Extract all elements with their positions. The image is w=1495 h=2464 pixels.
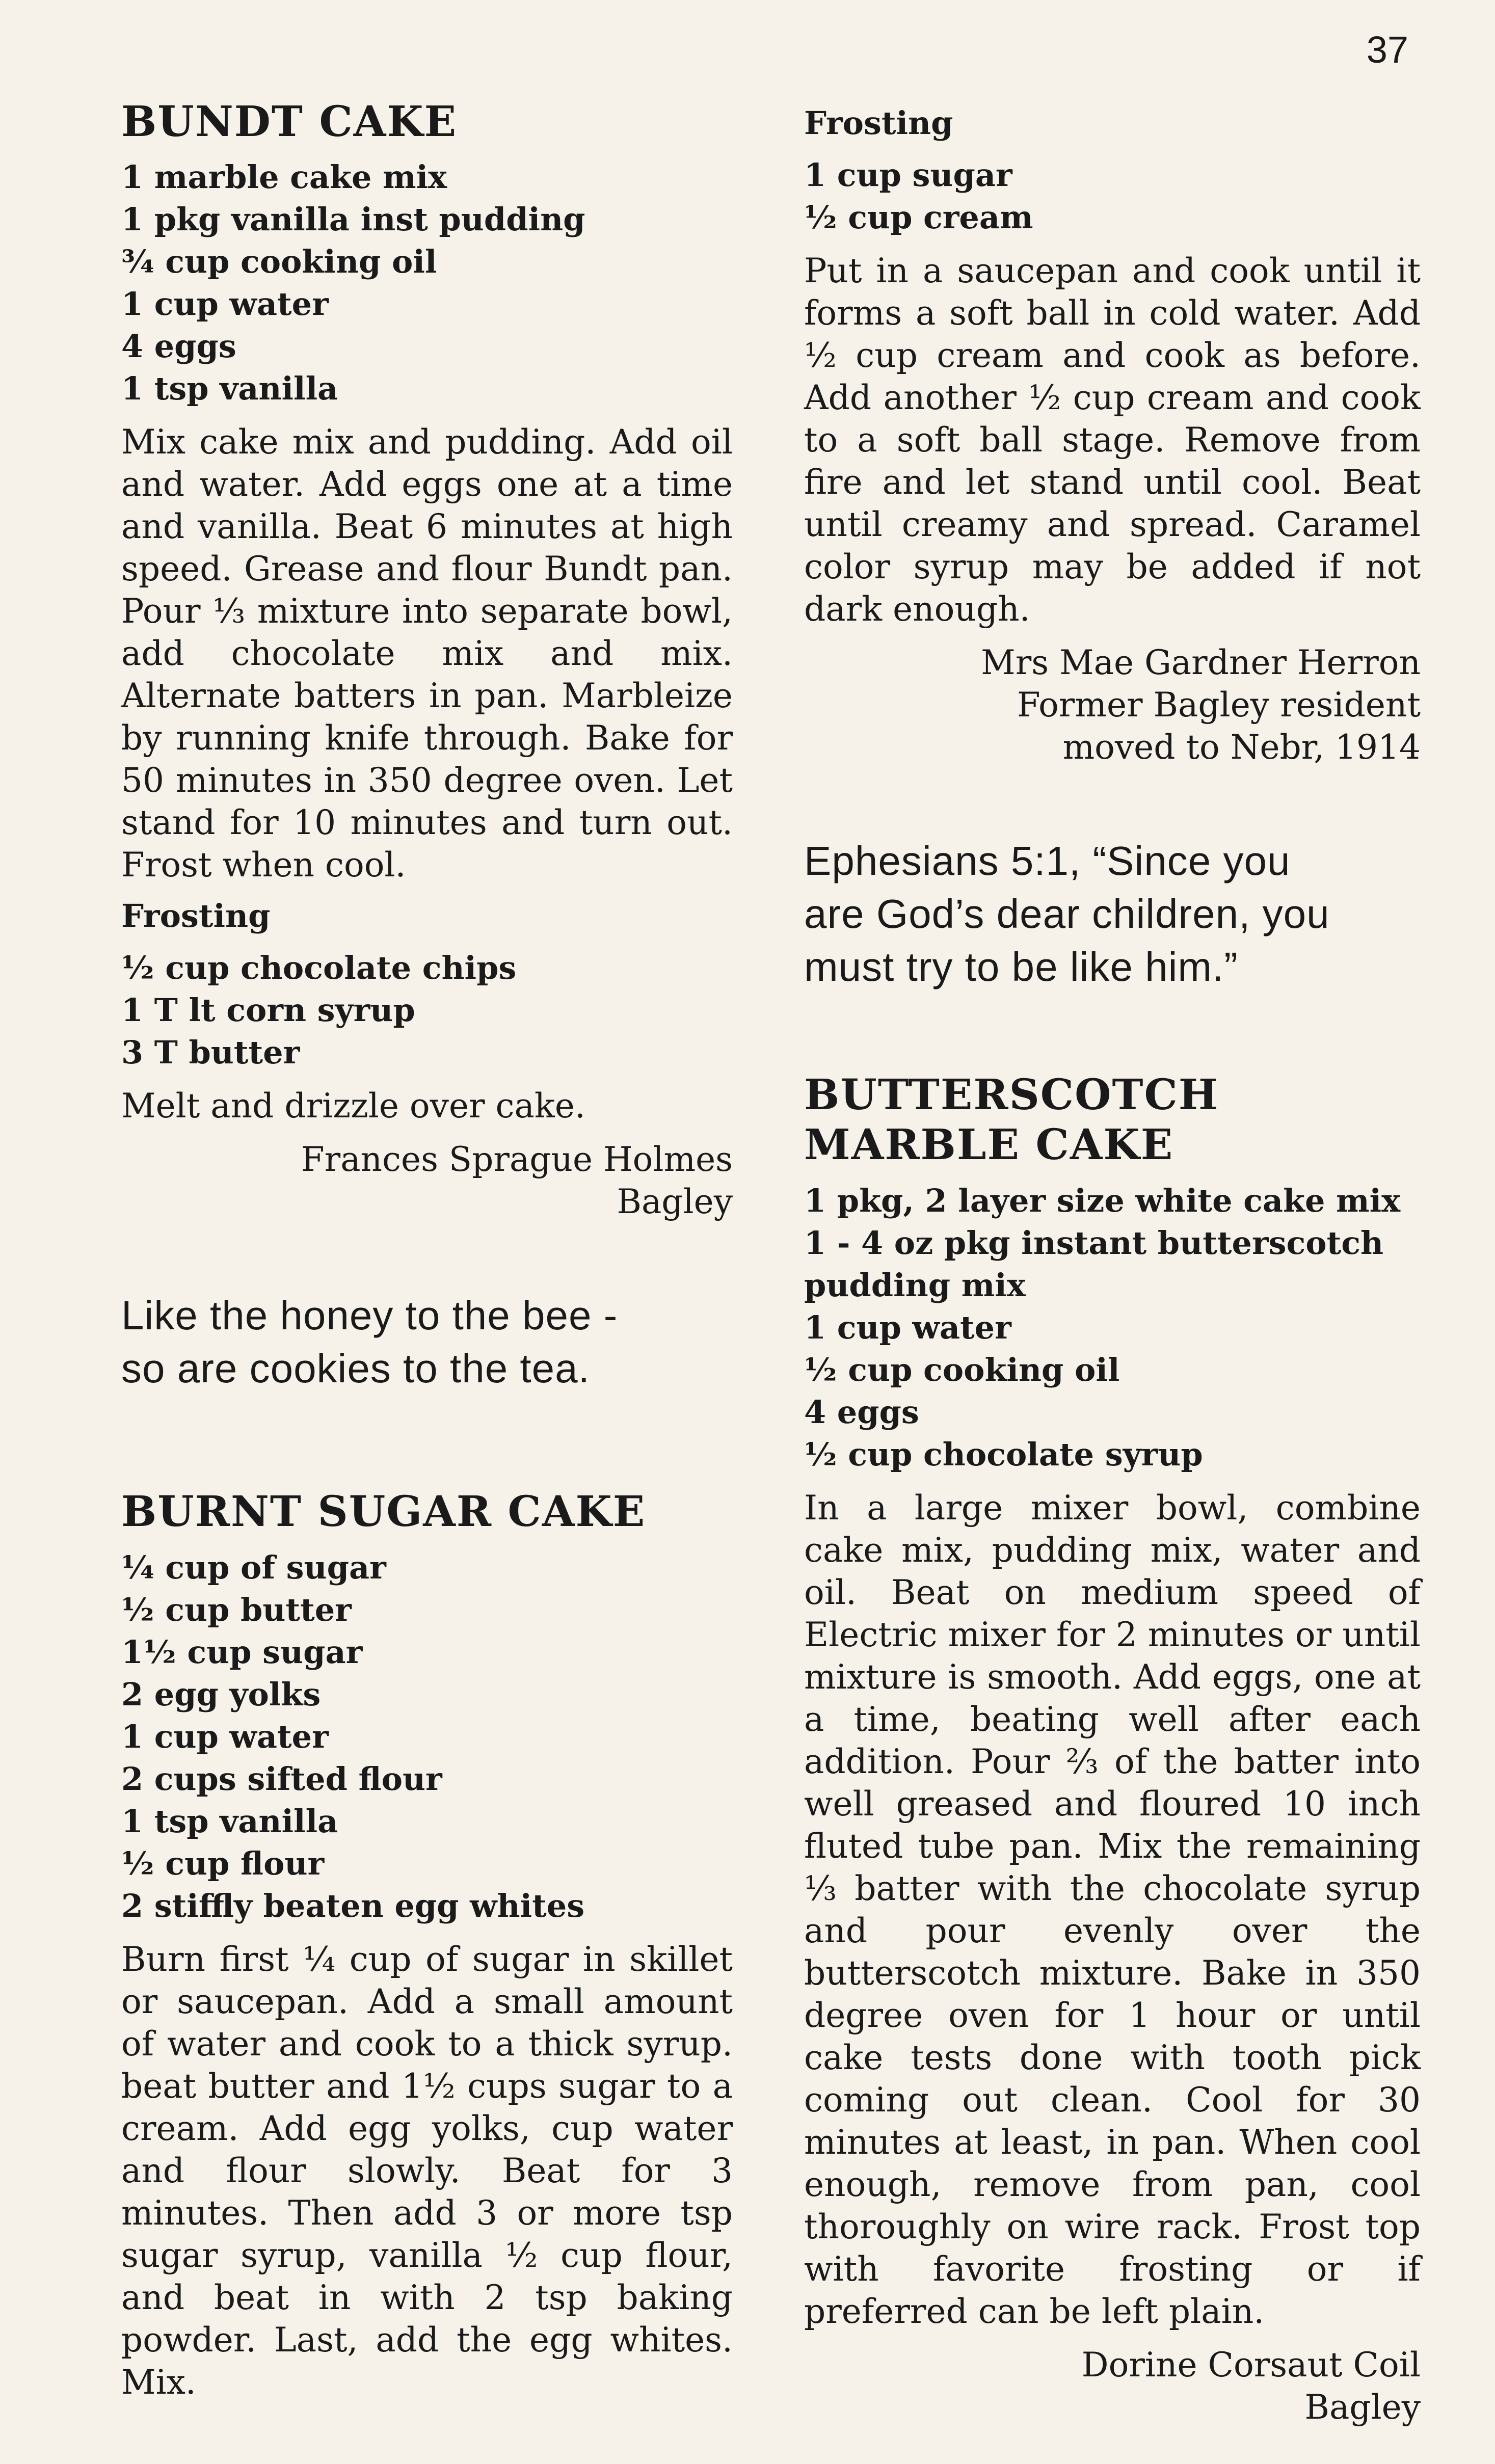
page-number: 37: [1366, 29, 1408, 71]
ingredient: ½ cup chocolate chips: [121, 949, 517, 987]
ephesians-quote: [804, 835, 1421, 994]
ingredient: 1 cup water: [804, 1308, 1011, 1346]
ingredient-list: [804, 1180, 1421, 1476]
ingredient: 1 cup sugar: [804, 156, 1012, 194]
quote-line: Like the honey to the bee -: [121, 1293, 618, 1338]
author-location: Bagley: [1304, 2387, 1421, 2427]
quote-line: Ephesians 5:1, “Since you: [804, 838, 1291, 883]
ingredient: 1½ cup sugar: [121, 1633, 363, 1671]
recipe-title-line: MARBLE CAKE: [804, 1120, 1174, 1170]
honey-quote: [121, 1289, 733, 1395]
ingredient: 1 T lt corn syrup: [121, 992, 415, 1029]
bundt-cake-recipe: [121, 97, 733, 1223]
ingredient: 1 - 4 oz pkg instant butterscotch pudding mix: [804, 1224, 1384, 1304]
ingredient: 4 eggs: [121, 328, 236, 365]
ingredient: 1 marble cake mix: [121, 158, 447, 196]
author-note: moved to Nebr, 1914: [1062, 728, 1421, 767]
quote-line: are God’s dear children, you: [804, 891, 1330, 936]
author-name: Mrs Mae Gardner Herron: [981, 643, 1421, 682]
ingredient: ½ cup cooking oil: [804, 1351, 1120, 1388]
ingredient: 3 T butter: [121, 1034, 300, 1072]
instructions: Burn first ¼ cup of sugar in skillet or saucepan. Add a small amount of water and cook to a thick syrup. beat butter and 1½ cups sugar to a cream. Add egg yolks, cup water and flour slowly. Beat for 3 minutes. Then add 3 or more tsp sugar syrup, vanilla ½ cup flour, and beat in with 2 tsp baking powder. Last, add the egg whites. Mix.: [121, 1939, 733, 2402]
ingredient: ½ cup chocolate syrup: [804, 1435, 1203, 1473]
ingredient: 1 tsp vanilla: [121, 1802, 338, 1840]
author-name: Frances Sprague Holmes: [301, 1140, 733, 1180]
frosting-heading: Frosting: [804, 104, 953, 142]
ingredient: 2 stiffly beaten egg whites: [121, 1887, 585, 1924]
ingredient-list: [121, 156, 733, 410]
quote-line: must try to be like him.”: [804, 944, 1238, 989]
ingredient: 1 tsp vanilla: [121, 370, 338, 408]
attribution: [804, 641, 1421, 768]
ingredient: 1 cup water: [121, 1718, 329, 1755]
author-location: Bagley: [617, 1182, 733, 1222]
frosting-ingredient-list: [121, 947, 733, 1074]
ingredient: ½ cup flour: [121, 1844, 325, 1882]
author-name: Dorine Corsaut Coil: [1081, 2345, 1421, 2385]
ingredient: ¼ cup of sugar: [121, 1548, 386, 1586]
ingredient: 2 egg yolks: [121, 1675, 321, 1713]
author-note: Former Bagley resident: [1017, 685, 1421, 725]
ingredient: ½ cup cream: [804, 199, 1033, 236]
ingredient: 1 pkg vanilla inst pudding: [121, 201, 585, 238]
ingredient-list: [121, 1546, 733, 1927]
frosting-instructions: Melt and drizzle over cake.: [121, 1086, 585, 1126]
burnt-sugar-cake-recipe: [121, 1487, 733, 2403]
ingredient: ½ cup butter: [121, 1591, 352, 1628]
attribution: [121, 1138, 733, 1223]
right-column: [804, 104, 1421, 2428]
frosting-heading: Frosting: [121, 897, 271, 935]
ingredient: 4 eggs: [804, 1393, 919, 1431]
frosting-ingredient-list: [804, 154, 1421, 238]
recipe-title: BURNT SUGAR CAKE: [121, 1487, 646, 1537]
recipe-title: [804, 1070, 1421, 1170]
ingredient: ¾ cup cooking oil: [121, 243, 437, 281]
ingredient: 2 cups sifted flour: [121, 1760, 442, 1798]
left-column: [121, 97, 733, 2415]
instructions: In a large mixer bowl, combine cake mix, pudding mix, water and oil. Beat on medium speed of Electric mixer for 2 minutes or until mixture is smooth. Add eggs, one at a time, beating well after each addition. Pour ⅔ of the batter into well greased and floured 10 inch fluted tube pan. Mix the remaining ⅓ batter with the chocolate syrup and pour evenly over the butterscotch mixture. Bake in 350 degree oven for 1 hour or until cake tests done with tooth pick coming out clean. Cool for 30 minutes at least, in pan. When cool enough, remove from pan, cool thoroughly on wire rack. Frost top with favorite frosting or if preferred can be left plain.: [804, 1488, 1421, 2331]
attribution: [804, 2344, 1421, 2428]
ingredient: 1 pkg, 2 layer size white cake mix: [804, 1182, 1401, 1219]
instructions: Mix cake mix and pudding. Add oil and water. Add eggs one at a time and vanilla. Beat 6 minutes at high speed. Grease and flour Bundt pan. Pour ⅓ mixture into separate bowl, add chocolate mix and mix. Alternate batters in pan. Marbleize by running knife through. Bake for 50 minutes in 350 degree oven. Let stand for 10 minutes and turn out. Frost when cool.: [121, 422, 733, 885]
recipe-title-line: BUTTERSCOTCH: [804, 1070, 1219, 1119]
ingredient: 1 cup water: [121, 285, 329, 323]
butterscotch-marble-cake-recipe: [804, 1070, 1421, 2428]
frosting-instructions: Put in a saucepan and cook until it forms a soft ball in cold water. Add ½ cup cream and cook as before. Add another ½ cup cream and cook to a soft ball stage. Remove from fire and let stand until cool. Beat until creamy and spread. Caramel color syrup may be added if not dark enough.: [804, 251, 1421, 629]
burnt-sugar-frosting: [804, 104, 1421, 768]
recipe-title: BUNDT CAKE: [121, 97, 458, 146]
quote-line: so are cookies to the tea.: [121, 1346, 590, 1391]
